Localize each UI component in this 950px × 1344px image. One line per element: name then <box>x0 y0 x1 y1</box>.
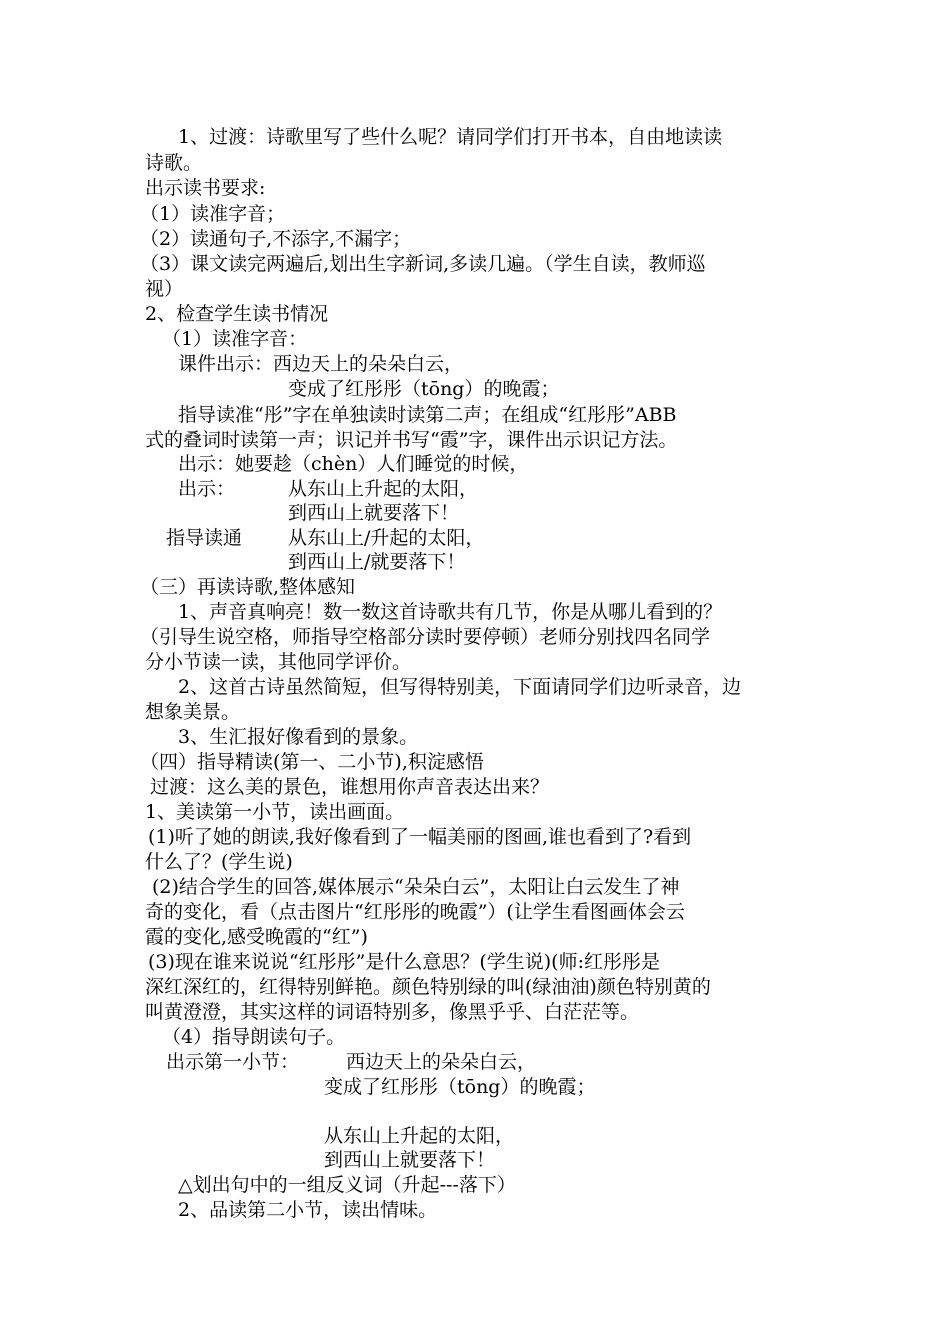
text-line: 变成了红彤彤（tōng）的晚霞； <box>324 1076 596 1098</box>
text-line: 到西山上就要落下！ <box>324 1149 496 1171</box>
text-line: （1）读准字音： <box>162 328 308 350</box>
text-line: 奇的变化，看（点击图片“红彤彤的晚霞”）(让学生看图画体会云 <box>145 901 685 923</box>
text-line: （3）课文读完两遍后,划出生字新词,多读几遍。（学生自读，教师巡 <box>140 253 706 275</box>
text-line: 课件出示：西边天上的朵朵白云， <box>178 353 464 375</box>
text-line: 从东山上升起的太阳， <box>288 478 479 500</box>
text-line: 出示：她要趁（chèn）人们睡觉的时候， <box>178 453 529 475</box>
text-line: 霞的变化,感受晚霞的“红”) <box>145 926 368 948</box>
text-line: 1、过渡：诗歌里写了些什么呢？请同学们打开书本，自由地读读 <box>178 126 723 148</box>
text-line: 想象美景。 <box>145 701 241 723</box>
text-line: （1）读准字音； <box>140 203 286 225</box>
text-line: 西边天上的朵朵白云， <box>346 1051 537 1073</box>
text-line: (3)现在谁来说说“红彤彤”是什么意思？(学生说)(师:红彤彤是 <box>148 951 660 973</box>
text-line: 变成了红彤彤（tōng）的晚霞； <box>288 378 560 400</box>
text-line: 到西山上就要落下！ <box>288 502 460 524</box>
text-line: 2、检查学生读书情况 <box>145 303 329 325</box>
text-line: 1、声音真响亮！数一数这首诗歌共有几节，你是从哪儿看到的？ <box>178 601 723 623</box>
text-line: (2)结合学生的回答,媒体展示“朵朵白云”，太阳让白云发生了神 <box>152 876 680 898</box>
text-line: (1)听了她的朗读,我好像看到了一幅美丽的图画,谁也看到了?看到 <box>148 826 692 848</box>
text-line: 视） <box>145 278 184 300</box>
text-line: 1、美读第一小节，读出画面。 <box>145 801 405 823</box>
text-line: 从东山上升起的太阳， <box>324 1125 515 1147</box>
text-line: 出示第一小节： <box>166 1051 300 1073</box>
text-line: 3、生汇报好像看到的景象。 <box>178 726 419 748</box>
text-line: 过渡：这么美的景色，谁想用你声音表达出来？ <box>150 776 550 798</box>
text-line: 2、这首古诗虽然简短，但写得特别美，下面请同学们边听录音，边 <box>178 676 742 698</box>
text-line: 叫黄澄澄，其实这样的词语特别多，像黑乎乎、白茫茫等。 <box>145 1001 640 1023</box>
text-line: 诗歌。 <box>145 152 203 174</box>
text-line: （三）再读诗歌,整体感知 <box>140 576 356 598</box>
text-line: 指导读通 <box>166 527 243 549</box>
text-line: 深红深红的，红得特别鲜艳。颜色特别绿的叫(绿油油)颜色特别黄的 <box>145 976 711 998</box>
text-line: △划出句中的一组反义词（升起---落下） <box>178 1174 516 1196</box>
text-line: （四）指导精读(第一、二小节),积淀感悟 <box>140 751 484 773</box>
text-line: 什么了？(学生说) <box>145 851 293 873</box>
text-line: 从东山上/升起的太阳， <box>288 527 485 549</box>
text-line: （引导生说空格，师指导空格部分读时要停顿）老师分别找四名同学 <box>140 626 711 648</box>
text-line: 到西山上/就要落下！ <box>288 551 466 573</box>
text-line: （4）指导朗读句子。 <box>162 1026 346 1048</box>
text-line: 出示： <box>178 478 236 500</box>
text-line: 指导读准“彤”字在单独读时读第二声；在组成“红彤彤”ABB <box>178 404 677 426</box>
text-line: 式的叠词时读第一声；识记并书写“霞”字，课件出示识记方法。 <box>145 429 678 451</box>
text-line: 出示读书要求: <box>145 177 266 199</box>
text-line: 分小节读一读，其他同学评价。 <box>145 651 412 673</box>
text-line: （2）读通句子,不添字,不漏字； <box>140 228 412 250</box>
text-line: 2、品读第二小节，读出情味。 <box>178 1199 438 1221</box>
